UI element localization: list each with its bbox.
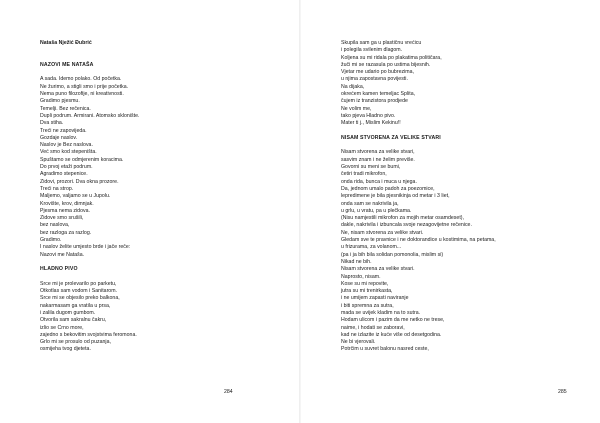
poem-line: izlio se Crno more,	[40, 324, 84, 331]
poem-line: Gradimo.	[40, 237, 62, 244]
poem-line: Ne bi vjerovali.	[341, 339, 376, 346]
poem-line: jutra su mi trenirkasta,	[341, 288, 393, 295]
page-number: 285	[558, 389, 567, 395]
poem-line: Govorni su meni se bumi,	[341, 164, 401, 171]
poem-line: osmijeha tvog djeteta.	[40, 346, 91, 353]
poem-line: Spuštamo se odmjerenim koracima.	[40, 156, 124, 163]
poem-line: Treći ne zapovijeda.	[40, 127, 87, 134]
poem-line: Do prvoj etaži podrum.	[40, 164, 93, 171]
poem-body-continued	[341, 40, 541, 128]
poem-line: Da, jednom umalo padoh za poezomice,	[341, 185, 435, 192]
poem-line: Srce mi se objesilo preko balkona,	[40, 295, 120, 302]
poem-line: Zidove smo srušili,	[40, 215, 84, 222]
poem-line: lepredimene je bila pjesnikinja od metar i 3 liet,	[341, 193, 450, 200]
poem-line: Treći na strop.	[40, 185, 74, 192]
poem-line: Nema puno filozofije, ni kreativnosti.	[40, 91, 124, 98]
poem-line: Gradimo pjesmu.	[40, 98, 80, 105]
author-name: Nataša Nježić Đubrić	[40, 40, 92, 46]
poem-line: u grlu, u vratu, pa u plečkama.	[341, 207, 412, 214]
page-number: 284	[224, 389, 233, 395]
poem-line: Nisam stvorena za velike stvari,	[341, 149, 415, 156]
poem-line: i ne umijem zapasti naviranje	[341, 295, 409, 302]
poem-line: Nikad ne bih.	[341, 258, 372, 265]
poem-line: Naslov je Bez naslova.	[40, 142, 93, 149]
poem-line: Otvorila sam sakralnu čakru,	[40, 317, 107, 324]
poem-line: Vjetar me udario po bubrezima,	[341, 69, 414, 76]
poem-line: Pjesma nema zidova.	[40, 207, 90, 214]
poem-line: I naslov želite umjesto brde i jače reče:	[40, 244, 131, 251]
poem-line: A sada. Idemo polako. Od početka.	[40, 76, 122, 83]
poem-line: onda rida, bunca i muca u njega.	[341, 178, 417, 185]
left-text-column	[40, 40, 230, 354]
poem-line: Ne žurimo, a stigli smo i prije početka.	[40, 83, 129, 90]
poem-line: Ne volim me,	[341, 105, 372, 112]
poem-line: zajedno s bekovitim svojstvima feromona.	[40, 331, 137, 338]
poem-line: Srce mi je prolevarilo po parketu,	[40, 280, 117, 287]
poem-title: NAZOVI ME NATAŠA	[40, 61, 94, 68]
poem-line: sasvim znam i ne želim previše.	[341, 156, 415, 163]
poem-line: u frizurama, za volanom...	[341, 244, 402, 251]
poem-line: i polegila svilenim dlagom.	[341, 47, 403, 54]
poem-line: Zidovi, prozori. Dva okna prozore.	[40, 178, 119, 185]
poem-line: onda sam se nakrivila ja,	[341, 200, 399, 207]
poem-line: Kose su mi repovite,	[341, 280, 389, 287]
poem-line: i zalila dugom gumbom.	[40, 309, 96, 316]
poem-title: NISAM STVORENA ZA VELIKE STVARI	[341, 134, 441, 141]
poem-line: tako pjeva Hladno pivo.	[341, 112, 396, 119]
poem-line: Naprosto, nisam.	[341, 273, 381, 280]
poem-line: dakle, nakrivila i izbuncala svoje nezagovijetne rečenice.	[341, 222, 472, 229]
right-text-column	[341, 40, 541, 354]
poem-line: žuči mi se razasula po ustima bijesnih.	[341, 61, 431, 68]
right-page	[300, 0, 600, 423]
poem-line: mada se uvijek kladim na to sutra.	[341, 309, 421, 316]
poem-line: Na dijaka,	[341, 83, 365, 90]
poem-body	[40, 281, 230, 354]
poem-line: Agradimo stepenice.	[40, 171, 88, 178]
poem-line: Ne, nisam stvorena za velike stvari.	[341, 229, 424, 236]
poem-line: Maljemo, valjamo se u Jupolu.	[40, 193, 111, 200]
poem-line: (Nisu namjestili mikrofon za mojih metar osamdeset),	[341, 215, 464, 222]
poem-line: Temelji. Bez rečenica.	[40, 105, 91, 112]
poem-line: Hodam ulicom i pazim da me netko ne trese,	[341, 317, 445, 324]
poem-title: HLADNO PIVO	[40, 266, 78, 273]
poem-line: Gledam sve te pravnice i ne doktorandice u kostimima, na petama,	[341, 237, 496, 244]
poem-line: Dva stiha.	[40, 120, 64, 127]
poem-line: Skupila sam ga u plastičnu vrećicu	[341, 40, 422, 46]
poem-line: četiri tradi mikrofon,	[341, 171, 387, 178]
poem-line: Mater ti j., Mislim Kekinu!!	[341, 120, 401, 127]
poem-line: Grlo mi se prosulo od puzanja,	[40, 339, 111, 346]
poem-line: čujem iz tranzistora prodjede	[341, 98, 408, 105]
poem-line: bez naslova,	[40, 222, 70, 229]
poem-line: okrećem kamen temeljac Splita,	[341, 91, 416, 98]
poem-line: Već smo kod stepeništa.	[40, 149, 97, 156]
poem-line: i biti spremna za sutra,	[341, 302, 394, 309]
poem-line: Gozdaje naslov.	[40, 134, 78, 141]
poem-line: bez razloga za razlog.	[40, 229, 92, 236]
poem-line: u njima zapostavna povijesti.	[341, 76, 408, 83]
poem-line: kad ne izlazite iz kuće više od desetgodina.	[341, 331, 442, 338]
poem-line: Otkotlas sam vodom i Sanitarom.	[40, 288, 118, 295]
poem-line: Nisam stvorena za velike stvari.	[341, 266, 415, 273]
poem-line: naime, i hodati se zaboravi,	[341, 324, 405, 331]
poem-line: nakarmasam ga vratila u prsa,	[40, 302, 111, 309]
poem-line: Nazovi me Nataša.	[40, 251, 85, 258]
poem-line: Dupli podrum. Armirani. Atomsko sklonište.	[40, 112, 140, 119]
poem-body	[40, 76, 230, 258]
poem-line: (pa i ja bih bila solidan pomonolia, mislim si)	[341, 251, 444, 258]
poem-line: Krovište, krov, dimnjak.	[40, 200, 94, 207]
poem-line: Potrčim u suvret balonu nasred ceste,	[341, 346, 429, 353]
poem-line: Koljena su mi ridala po plakatima političara,	[341, 54, 442, 61]
poem-body	[341, 149, 541, 353]
